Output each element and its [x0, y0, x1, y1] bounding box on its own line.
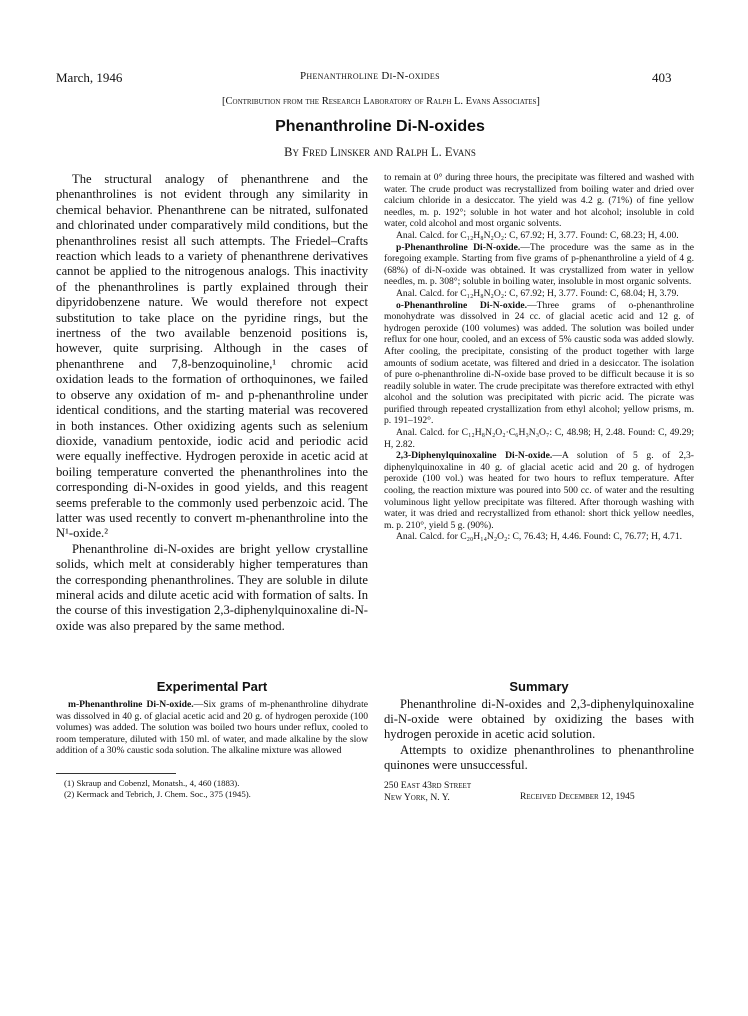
running-header-title: Phenanthroline Di-N-oxides [300, 70, 440, 82]
summary-heading: Summary [509, 679, 569, 694]
contribution-line: [Contribution from the Research Laboratory of Ralph L. Evans Associates] [222, 96, 540, 107]
o-phenanthroline-title: o-Phenanthroline Di-N-oxide. [396, 299, 528, 311]
address-line-2: New York, N. Y. [384, 791, 450, 803]
experimental-continued [384, 172, 694, 543]
intro-paragraph-2: Phenanthroline di-N-oxides are bright yellow crystalline solids, which melt at considerably higher temperatures than the corresponding phenanthrolines. They are soluble in dilute mineral acids and dilute acetic acid with formation of salts. In the course of this investigation 2,3-diphenylquinoxaline di-N-oxide was also prepared by the same method. [56, 541, 368, 633]
m-phenanthroline-title: m-Phenanthroline Di-N-oxide. [68, 699, 194, 710]
summary-text [384, 697, 694, 773]
diphenylquinoxaline-text: —A solution of 5 g. of 2,3-diphenylquinoxaline in 40 g. of glacial acetic acid and 20 g. of hydrogen peroxide (100 vol.) was heated for two hours to reflux temperature. After cooling, the reaction mixture was poured into 500 cc. of water and the resulting voluminous light yellow precipitate was filtered. After thorough washing with water, it was dried and recrystallized from ethanol: short thick yellow needles, m. p. 210°, yield 5 g. (90%). [384, 450, 695, 531]
page-number: 403 [652, 70, 672, 85]
m-phenanthroline-continued: to remain at 0° during three hours, the precipitate was filtered and washed with water. The crude product was recrystallized from boiling water and dried over calcium chloride in a desiccator. The yield was 4.2 g. (71%) of fine yellow needles, m. p. 192°; soluble in hot water and hot alcohol; insoluble in cold water, cold alcohol and most organic solvents. [384, 172, 694, 230]
experimental-heading: Experimental Part [156, 679, 268, 694]
o-phenanthroline-procedure [384, 300, 694, 428]
running-header-date: March, 1946 [56, 70, 123, 85]
footnotes [56, 778, 368, 800]
received-date: Received December 12, 1945 [520, 791, 635, 802]
diphenylquinoxaline-title: 2,3-Diphenylquinoxaline Di-N-oxide. [396, 450, 553, 462]
address-line-1: 250 East 43rd Street [384, 780, 472, 791]
m-phenanthroline-text: —Six grams of m-phenanthroline dihydrate was dissolved in 40 g. of glacial acetic acid and 20 g. of hydrogen peroxide (100 volumes) was added. The solution was boiled two hours under reflux, cooled to room temperature, diluted with 150 ml. of water, and made alkaline by the slow addition of a 30% caustic soda solution. The alkaline mixture was allowed [56, 699, 368, 757]
p-phenanthroline-procedure [384, 242, 694, 288]
footnote-divider [56, 773, 176, 774]
diphenylquinoxaline-analysis: Anal. Calcd. for C₂₀H₁₄N₂O₂: C, 76.43; H, 4.46. Found: C, 76.77; H, 4.71. [396, 531, 683, 543]
footnote-1: (1) Skraup and Cobenzl, Monatsh., 4, 460 (1883). [64, 778, 240, 788]
o-phenanthroline-analysis: Anal. Calcd. for C₁₂H₈N₂O₂·C₆H₃N₃O₇: C, 48.98; H, 2.48. Found: C, 49.29; H, 2.82. [384, 427, 694, 450]
m-phenanthroline-procedure [56, 699, 368, 757]
p-phenanthroline-title: p-Phenanthroline Di-N-oxide. [396, 241, 521, 253]
introduction-text [56, 172, 368, 634]
article-title: Phenanthroline Di-N-oxides [275, 118, 485, 135]
intro-paragraph-1: The structural analogy of phenanthrene and the phenanthrolines is not evident through any similarity in chemical behavior. Phenanthrene can be nitrated, sulfonated and chlorinated under comparatively mild conditions, but the phenanthrolines resist all such attempts. The Friedel–Crafts reaction which leads to a variety of phenanthrene derivatives cannot be applied to the nitrogenous analogs. This inactivity of the phenanthrolines is partly explained through their dipyridobenzene nature. We would therefore not expect substitution to take place on the pyridine rings, but the inertness of the two available benzenoid positions is, however, quite surprising. Although in the cases of phenanthrene and 7,8-benzoquinoline,¹ chromic acid oxidation leads to the formation of orthoquinones, we failed to observe any oxidation of m- and p-phenanthroline under identical conditions, and the starting material was recovered in both instances. Other oxidizing agents such as selenium dioxide, vanadium pentoxide, iodic acid and periodic acid were equally ineffective. Hydrogen peroxide in acetic acid at boiling temperature converted the phenanthrolines into the corresponding di-N-oxides in good yields, and this reagent seems preferable to the commonly used perbenzoic acid. The latter was used recently to convert m-phenanthroline into the N¹-oxide.² [56, 172, 368, 541]
p-phenanthroline-analysis: Anal. Calcd. for C₁₂H₈N₂O₂: C, 67.92; H, 3.77. Found: C, 68.04; H, 3.79. [396, 287, 679, 299]
o-phenanthroline-text: —Three grams of o-phenanthroline monohydrate was dissolved in 24 cc. of glacial acetic acid and 12 g. of hydrogen peroxide (100 volumes) was added. The solution was boiled under reflux for one hour, cooled, and an excess of 5% caustic soda was added slowly. After cooling, the precipitate, consisting of the product together with large amounts of sodium acetate, was filtered and dried in a desiccator. The isolation of pure o-phenanthroline di-N-oxide base proved to be difficult because it is so readily soluble in water. The crude precipitate was therefore extracted with ethyl alcohol and the solution was precipitated with picric acid. The picrate was purified through repeated crystallization from ethyl alcohol; yellow prisms, m. p. 191–192°. [384, 299, 694, 427]
m-phenanthroline-analysis: Anal. Calcd. for C₁₂H₈N₂O₂: C, 67.92; H, 3.77. Found: C, 68.23; H, 4.00. [396, 229, 679, 241]
summary-paragraph-1: Phenanthroline di-N-oxides and 2,3-diphenylquinoxaline di-N-oxide were obtained by oxidizing the bases with hydrogen peroxide in acetic acid solution. [384, 697, 694, 742]
p-phenanthroline-text: —The procedure was the same as in the foregoing example. Starting from five grams of p-phenanthroline a yield of 4 g. (68%) of di-N-oxide was obtained. It was crystallized from water in yellow needles, m. p. 308°; soluble in boiling water, insoluble in most organic solvents. [384, 241, 694, 288]
summary-paragraph-2: Attempts to oxidize phenanthrolines to phenanthroline quinones were unsuccessful. [384, 742, 694, 772]
footnote-2: (2) Kermack and Tebrich, J. Chem. Soc., 375 (1945). [64, 789, 251, 799]
diphenylquinoxaline-procedure [384, 450, 694, 531]
article-authors: By Fred Linsker and Ralph L. Evans [284, 145, 476, 159]
